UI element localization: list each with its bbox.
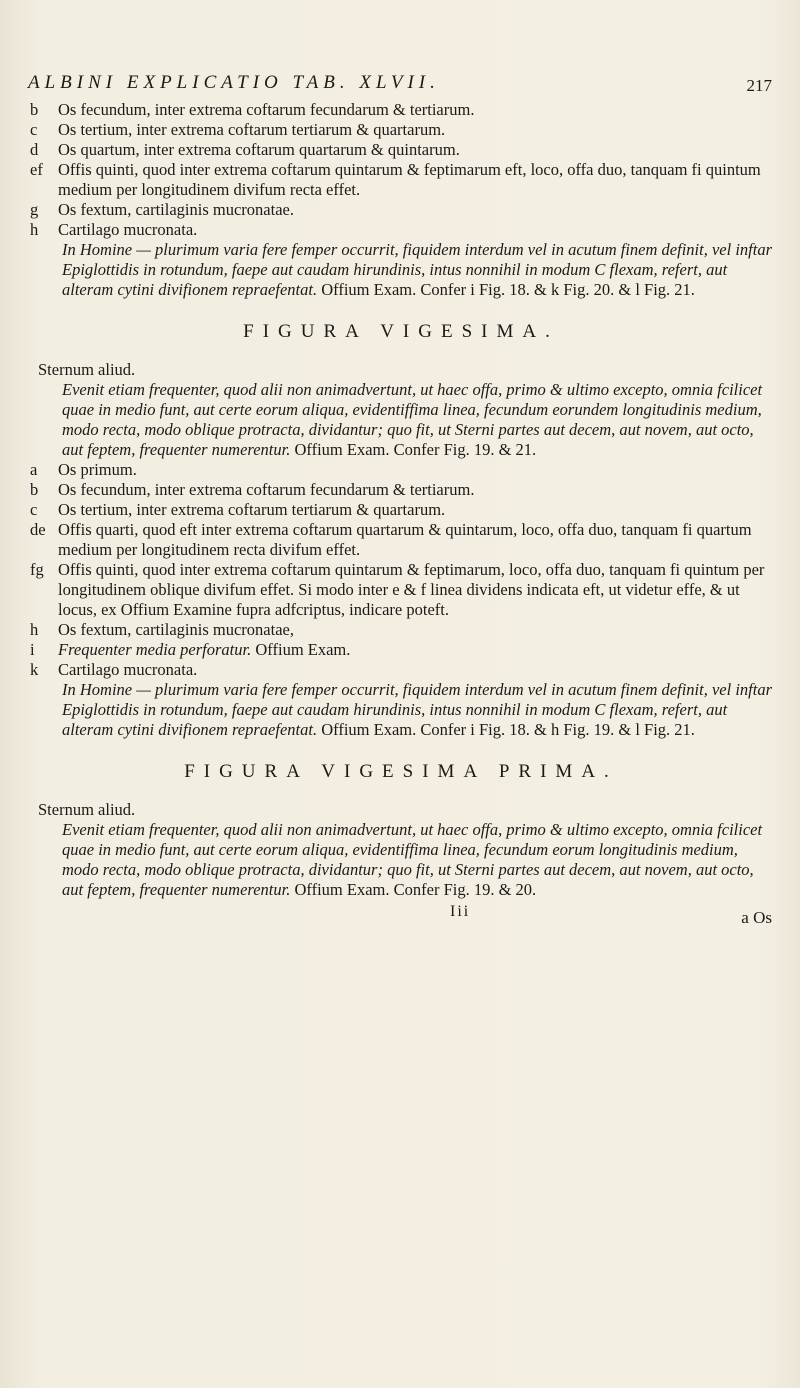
catchword: a Os: [741, 908, 772, 927]
figure-heading: FIGURA VIGESIMA PRIMA.: [184, 761, 618, 782]
legend-key: c: [30, 120, 38, 139]
legend-text: Offium Exam.: [251, 640, 351, 659]
legend-text: Cartilago mucronata.: [58, 660, 198, 679]
legend-key: i: [30, 640, 35, 659]
legend-text: Offis quinti, quod inter extrema coftarum quintarum & feptimarum, loco, offa duo, tanquam fi quintum per longitudinem oblique divifum effet. Si modo inter e & f linea dividens indicata eft, ut videtur effe, & ut locus, ex Offium Examine fupra adfcriptus, indicare poteft.: [58, 560, 765, 619]
legend-item: [30, 160, 772, 200]
legend-text: Os fecundum, inter extrema coftarum fecundarum & tertiarum.: [58, 100, 475, 119]
section-intro: Sternum aliud.: [38, 800, 136, 819]
legend-item: [30, 520, 772, 560]
section-figura-20: [30, 360, 772, 740]
running-title: ALBINI EXPLICATIO TAB. XLVII.: [28, 72, 440, 93]
legend-text: Os fecundum, inter extrema coftarum fecundarum & tertiarum.: [58, 480, 475, 499]
section-figura-19-continuation: [30, 100, 772, 300]
note-italic: In Homine — plurimum varia fere femper occurrit, fiquidem interdum vel in acutum finem definit, vel inftar Epiglottidis in rotundum, faepe aut caudam hirundinis, intus nonnihil in modum C flexam, refert, aut alteram cytini divifionem repraefentat.: [62, 680, 772, 739]
running-head: [28, 72, 772, 102]
legend-item: [30, 620, 772, 640]
legend-key: k: [30, 660, 39, 679]
legend-key: h: [30, 620, 39, 639]
legend-key: de: [30, 520, 46, 539]
legend-text: Os primum.: [58, 460, 137, 479]
legend-item: [30, 100, 772, 120]
legend-item: [30, 480, 772, 500]
note-reference: Offium Exam. Confer Fig. 19. & 20.: [294, 880, 537, 899]
legend-item: [30, 120, 772, 140]
body-text: [30, 100, 772, 927]
note-paragraph: [30, 380, 772, 460]
legend-text: Os quartum, inter extrema coftarum quartarum & quintarum.: [58, 140, 460, 159]
legend-item: [30, 560, 772, 620]
signature-mark: Iii: [450, 903, 471, 920]
note-italic: Evenit etiam frequenter, quod alii non animadvertunt, ut haec offa, primo & ultimo excepto, omnia fcilicet quae in medio funt, aut certe eorum aliqua, evidentiffima linea, fecundum eorum longitudinis medium, modo recta, modo oblique protracta, dividantur; quo fit, ut Sterni partes aut decem, aut novem, aut octo, aut feptem, frequenter numerentur.: [62, 820, 763, 899]
legend-item: [30, 140, 772, 160]
figure-heading: FIGURA VIGESIMA.: [243, 321, 559, 342]
legend-text: Os fextum, cartilaginis mucronatae.: [58, 200, 294, 219]
legend-text: Offis quarti, quod eft inter extrema coftarum quartarum & quintarum, loco, offa duo, tanquam fi quartum medium per longitudinem recta divifum effet.: [58, 520, 752, 559]
note-paragraph: [30, 240, 772, 300]
note-italic: Evenit etiam frequenter, quod alii non animadvertunt, ut haec offa, primo & ultimo excepto, omnia fcilicet quae in medio funt, aut certe eorum aliqua, evidentiffima linea, fecundum eorundem longitudinis medium, modo recta, modo oblique protracta, dividantur; quo fit, ut Sterni partes aut decem, aut novem, aut octo, aut feptem, frequenter numerentur.: [62, 380, 763, 459]
legend-key: h: [30, 220, 39, 239]
legend-item: [30, 220, 772, 240]
legend-item: [30, 460, 772, 480]
page-number: 217: [746, 76, 772, 95]
legend-text: Cartilago mucronata.: [58, 220, 198, 239]
legend-key: fg: [30, 560, 44, 579]
legend-key: b: [30, 100, 39, 119]
legend-text: Os tertium, inter extrema coftarum tertiarum & quartarum.: [58, 500, 446, 519]
legend-key: b: [30, 480, 39, 499]
legend-key: ef: [30, 160, 43, 179]
note-paragraph: [30, 820, 772, 900]
legend-item: [30, 200, 772, 220]
legend-key: a: [30, 460, 38, 479]
legend-text: Os tertium, inter extrema coftarum tertiarum & quartarum.: [58, 120, 446, 139]
section-intro: Sternum aliud.: [38, 360, 136, 379]
legend-item: [30, 640, 772, 660]
section-figura-21: [30, 800, 772, 900]
legend-key: g: [30, 200, 39, 219]
legend-key: c: [30, 500, 38, 519]
note-paragraph: [30, 680, 772, 740]
note-italic: In Homine — plurimum varia fere femper occurrit, fiquidem interdum vel in acutum finem definit, vel inftar Epiglottidis in rotundum, faepe aut caudam hirundinis, intus nonnihil in modum C flexam, refert, aut alteram cytini divifionem repraefentat.: [62, 240, 772, 299]
legend-key: d: [30, 140, 39, 159]
legend-item: [30, 500, 772, 520]
legend-text: Offis quinti, quod inter extrema coftarum quintarum & feptimarum eft, loco, offa duo, tanquam fi quintum medium per longitudinem divifum recta effet.: [58, 160, 761, 199]
note-reference: Offium Exam. Confer i Fig. 18. & h Fig. 19. & l Fig. 21.: [321, 720, 695, 739]
note-reference: Offium Exam. Confer Fig. 19. & 21.: [294, 440, 537, 459]
note-reference: Offium Exam. Confer i Fig. 18. & k Fig. 20. & l Fig. 21.: [321, 280, 695, 299]
legend-text: Os fextum, cartilaginis mucronatae,: [58, 620, 294, 639]
legend-text-italic: Frequenter media perforatur.: [58, 640, 252, 659]
page-footer: [30, 902, 772, 927]
legend-item: [30, 660, 772, 680]
